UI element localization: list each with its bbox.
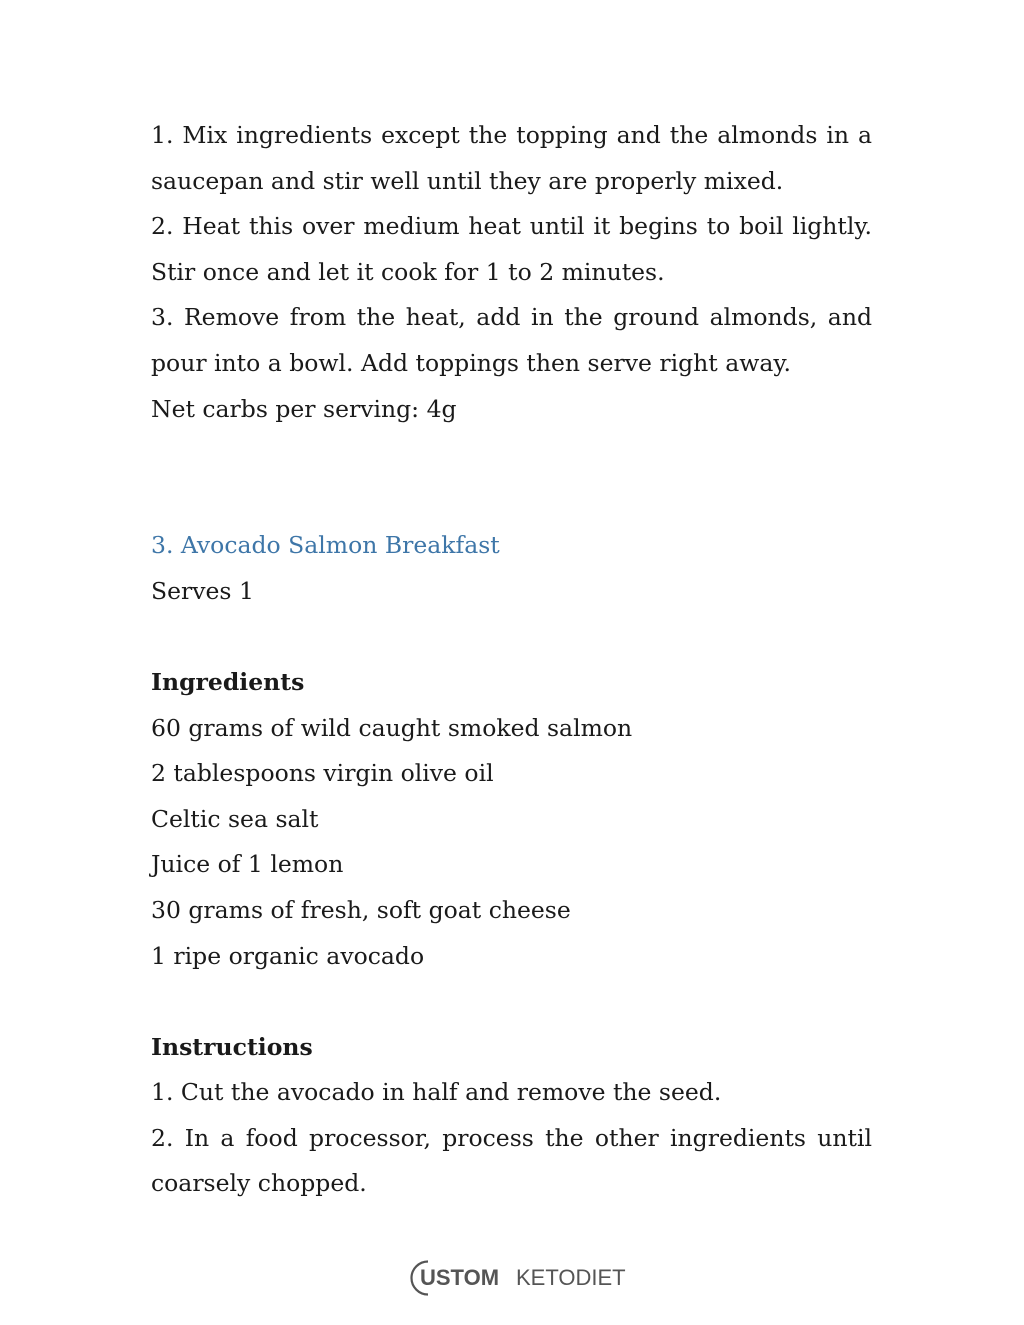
logo-primary-text: USTOM: [420, 1265, 500, 1290]
logo-secondary-text: KETODIET: [516, 1265, 626, 1290]
previous-step-2: 2. Heat this over medium heat until it begins to boil lightly. Stir once and let it cook for 1 to 2 minutes.: [151, 212, 872, 286]
ingredient-item: 2 tablespoons virgin olive oil: [151, 759, 494, 788]
ingredient-item: 60 grams of wild caught smoked salmon: [151, 713, 633, 742]
instructions-heading: Instructions: [151, 1032, 313, 1061]
ingredient-item: 30 grams of fresh, soft goat cheese: [151, 895, 571, 924]
instruction-step-2: 2. In a food processor, process the other ingredients until coarsely chopped.: [151, 1123, 872, 1198]
previous-step-1: 1. Mix ingredients except the topping and the almonds in a saucepan and stir well until they are properly mixed.: [151, 121, 872, 195]
recipe-serves: Serves 1: [151, 576, 254, 605]
ingredient-item: Juice of 1 lemon: [151, 850, 344, 879]
document-page: [151, 113, 872, 1207]
net-carbs: Net carbs per serving: 4g: [151, 394, 457, 423]
custom-keto-diet-logo: [398, 1258, 630, 1298]
ingredient-item: 1 ripe organic avocado: [151, 941, 425, 970]
ingredient-item: Celtic sea salt: [151, 804, 319, 833]
ingredients-heading: Ingredients: [151, 667, 305, 696]
recipe-title: 3. Avocado Salmon Breakfast: [151, 531, 500, 560]
logo-mark: [398, 1258, 630, 1298]
previous-step-3: 3. Remove from the heat, add in the ground almonds, and pour into a bowl. Add toppings then serve right away.: [151, 303, 872, 377]
instruction-step-1: 1. Cut the avocado in half and remove the seed.: [151, 1078, 722, 1107]
